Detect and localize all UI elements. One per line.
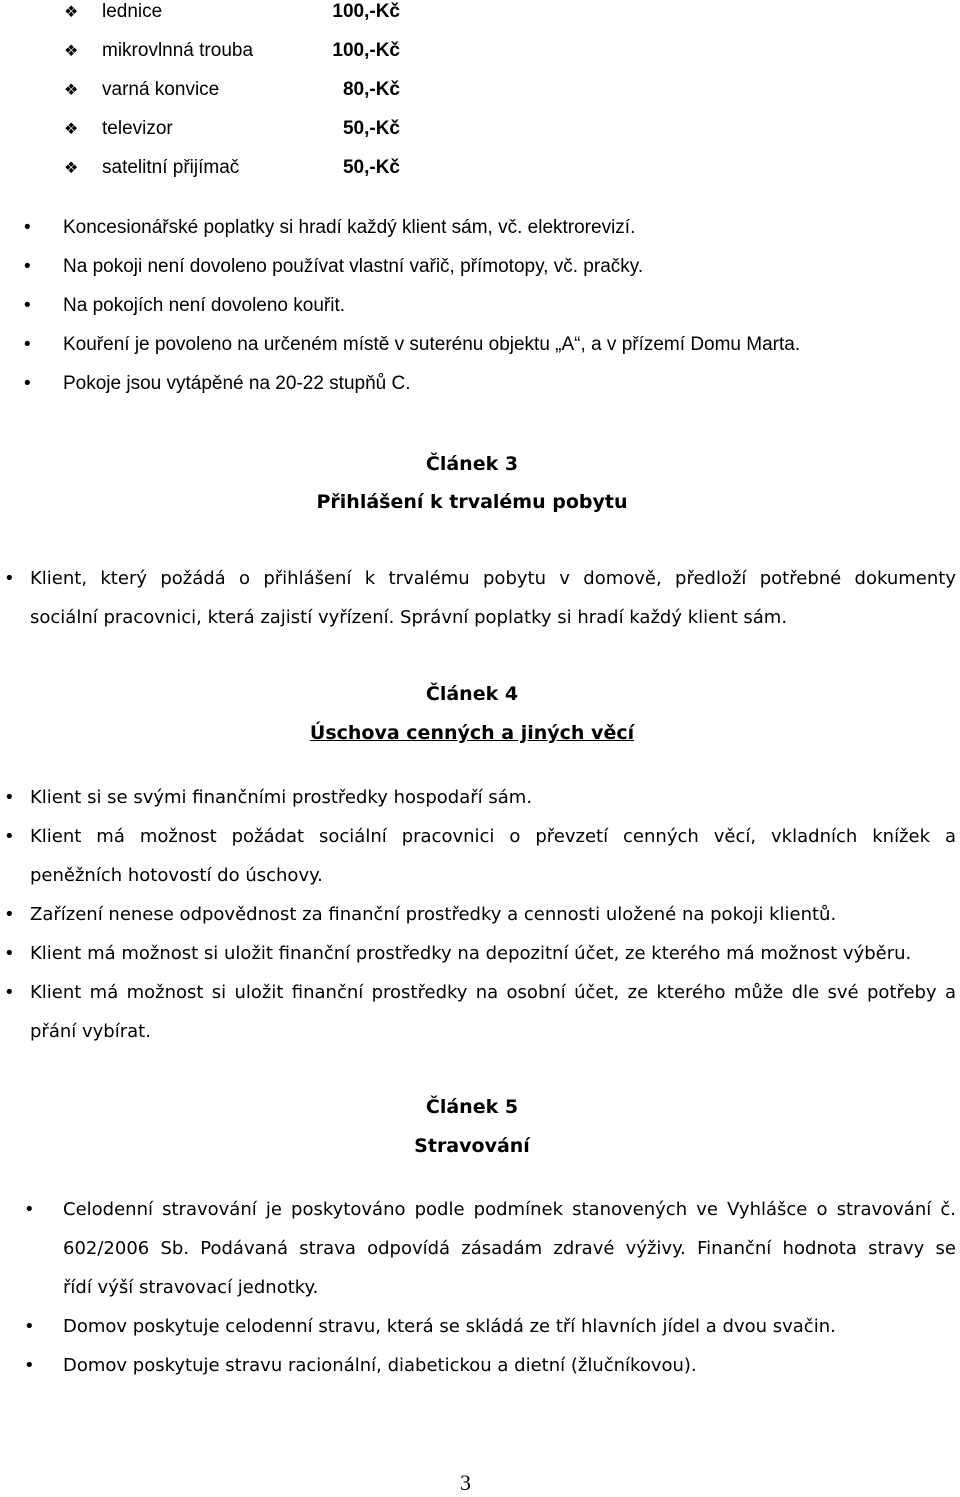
article-3-title: Přihlášení k trvalému pobytu [316, 491, 628, 513]
bullet-icon: • [4, 826, 15, 847]
bullet-icon: • [4, 943, 15, 964]
page-number: 3 [460, 1470, 471, 1495]
document-page: ❖ lednice 100,-Kč ❖ mikrovlnná trouba 100,-Kč ❖ varná konvice 80,-Kč ❖ televizor 50,-Kč ❖ satelitní přijímač 50,-Kč • Koncesionářské poplatky si hradí každý klient sám, vč. elektrorevizí. • Na pokoji není dovoleno používat vlastní vařič, přímotopy, vč. pračky. • Na pokojích není dovoleno kouřit. • Kouření je povoleno na určeném místě v suterénu objektu „A“, a v přízemí Domu Marta. • Pokoje jsou vytápěné na 20-22 stupňů C. Článek 3 Přihlášení k trvalému pobytu • Klient, který požádá o přihlášení k trvalému pobytu v domově, předloží potřebné dokumenty sociální pracovnici, která zajistí vyřízení. Správní poplatky si hradí každý klient sám. Článek 4 Úschova cenných a jiných věcí • Klient si se svými finančními prostředky hospodaří sám. • Klient má možnost požádat sociální pracovnici o převzetí cenných věcí, vkladních knížek a peněžních hotovostí do úschovy. • Zařízení nenese odpovědnost za finanční prostředky a cennosti uložené na pokoji klientů. • Klient má možnost si uložit finanční prostředky na depozitní účet, ze kterého má možnost výběru. • Klient má možnost si uložit finanční prostředky na osobní účet, ze kterého může dle své potřeby a přání vybírat. Článek 5 Stravování • Celodenní stravování je poskytováno podle podmínek stanovených ve Vyhlášce o stravování č. 602/2006 Sb. Podávaná strava odpovídá zásadám zdravé výživy. Finanční hodnota stravy se řídí výší stravovací jednotky. • Domov poskytuje celodenní stravu, která se skládá ze tří hlavních jídel a dvou svačin. • Domov poskytuje stravu racionální, diabetickou a dietní (žlučníkovou). 3 [0, 0, 960, 1497]
fee-price: 50,-Kč [342, 157, 400, 178]
bullet-icon: • [24, 1199, 35, 1220]
article-4-item: • Klient má možnost požádat sociální pracovnici o převzetí cenných věcí, vkladních knížek a peněžních hotovostí do úschovy. [4, 817, 956, 897]
diamond-bullet-icon: ❖ [64, 43, 79, 60]
fee-price: 80,-Kč [342, 79, 400, 100]
fee-price: 50,-Kč [342, 118, 400, 139]
bullet-icon: • [24, 334, 31, 355]
bullet-icon: • [24, 256, 31, 277]
article-3-paragraph: • Klient, který požádá o přihlášení k trvalému pobytu v domově, předloží potřebné dokumenty sociální pracovnici, která zajistí vyřízení. Správní poplatky si hradí každý klient sám. [4, 559, 956, 639]
article-4-title: Úschova cenných a jiných věcí [309, 722, 635, 744]
diamond-bullet-icon: ❖ [64, 160, 79, 177]
bullet-icon: • [24, 1316, 35, 1337]
article-4-item: • Klient má možnost si uložit finanční prostředky na osobní účet, ze kterého může dle své potřeby a přání vybírat. [4, 973, 956, 1053]
diamond-bullet-icon: ❖ [64, 121, 79, 138]
fee-price: 100,-Kč [332, 1, 400, 22]
fee-name: televizor [102, 118, 173, 139]
article-4-item: • Klient má možnost si uložit finanční prostředky na depozitní účet, ze kterého má možnost výběru. [4, 934, 956, 974]
article-5-item: • Celodenní stravování je poskytováno podle podmínek stanovených ve Vyhlášce o stravování č. 602/2006 Sb. Podávaná strava odpovídá zásadám zdravé výživy. Finanční hodnota stravy se řídí výší stravovací jednotky. [24, 1190, 956, 1310]
fee-name: varná konvice [102, 79, 220, 100]
diamond-bullet-icon: ❖ [64, 82, 79, 99]
bullet-icon: • [4, 787, 15, 808]
article-5-item: • Domov poskytuje stravu racionální, diabetickou a dietní (žlučníkovou). [24, 1346, 956, 1386]
article-4-item: • Zařízení nenese odpovědnost za finanční prostředky a cennosti uložené na pokoji klientů. [4, 895, 956, 935]
bullet-icon: • [24, 373, 31, 394]
bullet-icon: • [24, 217, 31, 238]
article-4-item: • Klient si se svými finančními prostředky hospodaří sám. [4, 778, 956, 818]
fee-name: mikrovlnná trouba [102, 40, 254, 61]
bullet-icon: • [24, 295, 31, 316]
article-3-number: Článek 3 [425, 453, 519, 475]
diamond-bullet-icon: ❖ [64, 4, 79, 21]
bullet-icon: • [4, 904, 15, 925]
article-4-number: Článek 4 [425, 683, 519, 705]
article-5-number: Článek 5 [425, 1096, 519, 1118]
fee-price: 100,-Kč [332, 40, 400, 61]
article-5-item: • Domov poskytuje celodenní stravu, která se skládá ze tří hlavních jídel a dvou svačin. [24, 1307, 956, 1347]
bullet-icon: • [4, 568, 15, 589]
article-5-title: Stravování [414, 1135, 530, 1157]
fee-name: lednice [102, 1, 163, 22]
bullet-icon: • [4, 982, 15, 1003]
fee-name: satelitní přijímač [102, 157, 240, 178]
bullet-icon: • [24, 1355, 35, 1376]
